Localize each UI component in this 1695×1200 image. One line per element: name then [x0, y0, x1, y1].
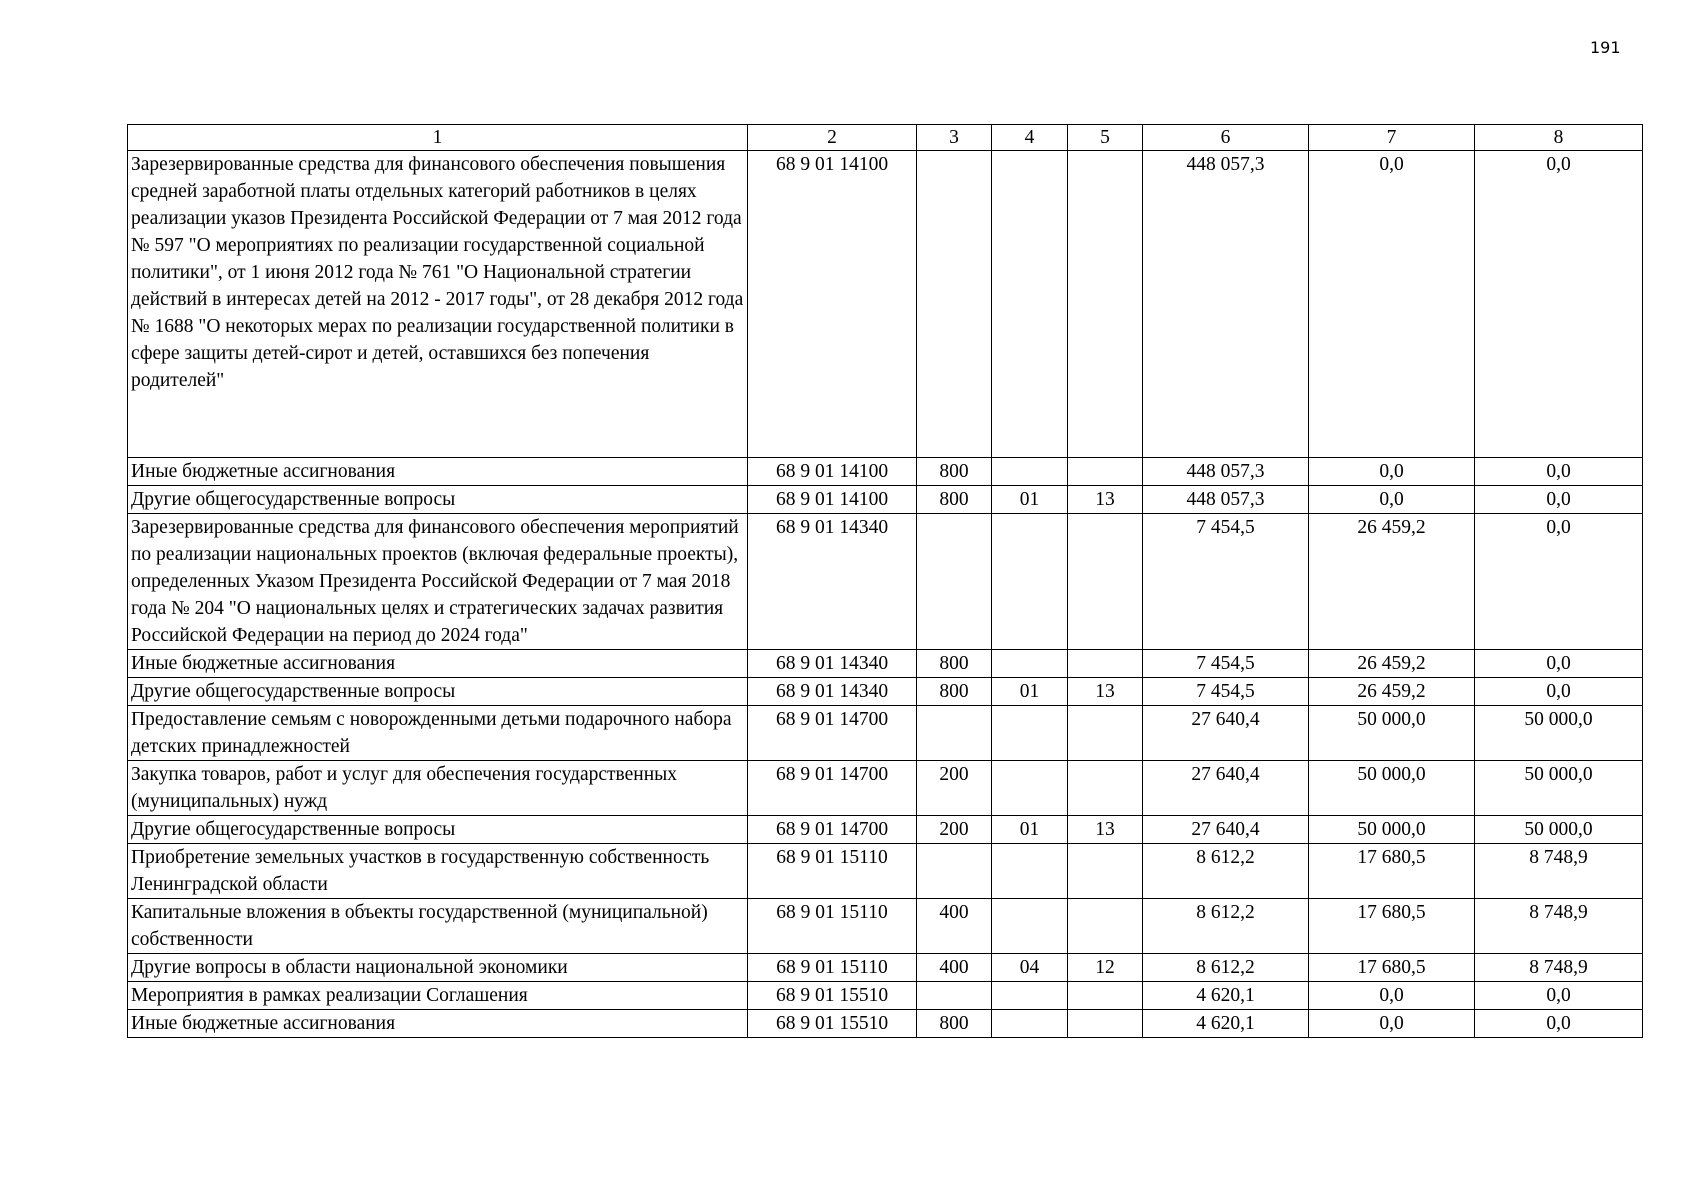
row-subsection-cell: [1068, 899, 1143, 954]
row-value-8-cell: 0,0: [1475, 151, 1643, 458]
table-row: [128, 816, 1643, 844]
row-value-6-cell: 448 057,3: [1143, 151, 1309, 458]
row-expense-type-cell: [917, 982, 992, 1010]
table-row: [128, 486, 1643, 514]
row-value-7-cell: 0,0: [1309, 486, 1475, 514]
row-value-6-cell: 448 057,3: [1143, 486, 1309, 514]
row-expense-type-cell: 800: [917, 650, 992, 678]
row-value-6-cell: 8 612,2: [1143, 844, 1309, 899]
row-subsection-cell: [1068, 650, 1143, 678]
row-code-cell: 68 9 01 14700: [748, 706, 917, 761]
row-expense-type-cell: 200: [917, 816, 992, 844]
row-value-7-cell: 26 459,2: [1309, 678, 1475, 706]
row-code-cell: 68 9 01 14700: [748, 816, 917, 844]
table-row: [128, 650, 1643, 678]
header-cell-6: 6: [1143, 125, 1309, 151]
table-row: [128, 678, 1643, 706]
row-code-cell: 68 9 01 15510: [748, 982, 917, 1010]
row-value-8-cell: 0,0: [1475, 514, 1643, 650]
row-expense-type-cell: 400: [917, 954, 992, 982]
row-name-cell: Капитальные вложения в объекты государственной (муниципальной) собственности: [128, 899, 748, 954]
table-row: [128, 982, 1643, 1010]
table-row: [128, 844, 1643, 899]
row-name-cell: Другие общегосударственные вопросы: [128, 486, 748, 514]
row-name-cell: Приобретение земельных участков в государственную собственность Ленинградской области: [128, 844, 748, 899]
table-row: [128, 899, 1643, 954]
row-value-7-cell: 50 000,0: [1309, 761, 1475, 816]
row-value-7-cell: 17 680,5: [1309, 844, 1475, 899]
row-value-7-cell: 0,0: [1309, 151, 1475, 458]
row-code-cell: 68 9 01 14340: [748, 650, 917, 678]
row-value-8-cell: 50 000,0: [1475, 706, 1643, 761]
row-value-7-cell: 50 000,0: [1309, 816, 1475, 844]
row-code-cell: 68 9 01 14700: [748, 761, 917, 816]
row-name-cell: Иные бюджетные ассигнования: [128, 650, 748, 678]
row-value-6-cell: 8 612,2: [1143, 954, 1309, 982]
row-expense-type-cell: 800: [917, 678, 992, 706]
table-row: [128, 458, 1643, 486]
row-subsection-cell: [1068, 761, 1143, 816]
row-value-6-cell: 4 620,1: [1143, 1010, 1309, 1038]
row-section-cell: [992, 761, 1068, 816]
row-subsection-cell: [1068, 458, 1143, 486]
row-name-cell: Зарезервированные средства для финансового обеспечения повышения средней заработной платы отдельных категорий работников в целях реализации указов Президента Российской Федерации от 7 мая 2012 года № 597 "О мероприятиях по реализации государственной социальной политики", от 1 июня 2012 года № 761 "О Национальной стратегии действий в интересах детей на 2012 - 2017 годы", от 28 декабря 2012 года № 1688 "О некоторых мерах по реализации государственной политики в сфере защиты детей-сирот и детей, оставшихся без попечения родителей": [128, 151, 748, 458]
row-name-cell: Другие вопросы в области национальной экономики: [128, 954, 748, 982]
row-subsection-cell: 12: [1068, 954, 1143, 982]
row-code-cell: 68 9 01 14340: [748, 514, 917, 650]
row-value-8-cell: 0,0: [1475, 458, 1643, 486]
row-value-7-cell: 17 680,5: [1309, 954, 1475, 982]
table-row: [128, 151, 1643, 458]
row-value-8-cell: 0,0: [1475, 982, 1643, 1010]
row-code-cell: 68 9 01 15110: [748, 954, 917, 982]
header-cell-8: 8: [1475, 125, 1643, 151]
row-section-cell: [992, 706, 1068, 761]
row-value-8-cell: 50 000,0: [1475, 761, 1643, 816]
row-name-cell: Предоставление семьям с новорожденными детьми подарочного набора детских принадлежностей: [128, 706, 748, 761]
row-expense-type-cell: 200: [917, 761, 992, 816]
row-value-8-cell: 8 748,9: [1475, 844, 1643, 899]
row-code-cell: 68 9 01 15510: [748, 1010, 917, 1038]
row-value-8-cell: 0,0: [1475, 486, 1643, 514]
row-value-6-cell: 8 612,2: [1143, 899, 1309, 954]
table-row: [128, 954, 1643, 982]
row-name-cell: Иные бюджетные ассигнования: [128, 1010, 748, 1038]
row-subsection-cell: 13: [1068, 816, 1143, 844]
row-value-8-cell: 8 748,9: [1475, 954, 1643, 982]
row-section-cell: [992, 982, 1068, 1010]
row-name-cell: Зарезервированные средства для финансового обеспечения мероприятий по реализации национальных проектов (включая федеральные проекты), определенных Указом Президента Российской Федерации от 7 мая 2018 года № 204 "О национальных целях и стратегических задачах развития Российской Федерации на период до 2024 года": [128, 514, 748, 650]
row-value-7-cell: 50 000,0: [1309, 706, 1475, 761]
row-value-7-cell: 26 459,2: [1309, 650, 1475, 678]
page-number: 191: [1590, 38, 1621, 57]
table-row: [128, 706, 1643, 761]
row-name-cell: Другие общегосударственные вопросы: [128, 678, 748, 706]
row-value-6-cell: 27 640,4: [1143, 816, 1309, 844]
row-section-cell: 04: [992, 954, 1068, 982]
row-section-cell: [992, 844, 1068, 899]
row-section-cell: [992, 458, 1068, 486]
row-subsection-cell: [1068, 514, 1143, 650]
row-value-7-cell: 17 680,5: [1309, 899, 1475, 954]
table-row: [128, 761, 1643, 816]
row-expense-type-cell: 800: [917, 458, 992, 486]
table-row: [128, 1010, 1643, 1038]
header-cell-5: 5: [1068, 125, 1143, 151]
row-value-6-cell: 4 620,1: [1143, 982, 1309, 1010]
row-code-cell: 68 9 01 14100: [748, 458, 917, 486]
row-value-6-cell: 27 640,4: [1143, 706, 1309, 761]
row-value-8-cell: 8 748,9: [1475, 899, 1643, 954]
row-section-cell: 01: [992, 486, 1068, 514]
row-code-cell: 68 9 01 14100: [748, 486, 917, 514]
row-section-cell: [992, 650, 1068, 678]
header-cell-7: 7: [1309, 125, 1475, 151]
row-subsection-cell: [1068, 844, 1143, 899]
row-value-7-cell: 26 459,2: [1309, 514, 1475, 650]
row-value-8-cell: 0,0: [1475, 678, 1643, 706]
row-value-6-cell: 7 454,5: [1143, 514, 1309, 650]
header-row: [128, 125, 1643, 151]
row-expense-type-cell: 400: [917, 899, 992, 954]
row-subsection-cell: 13: [1068, 486, 1143, 514]
row-code-cell: 68 9 01 14100: [748, 151, 917, 458]
row-value-6-cell: 7 454,5: [1143, 678, 1309, 706]
row-name-cell: Мероприятия в рамках реализации Соглашения: [128, 982, 748, 1010]
row-code-cell: 68 9 01 14340: [748, 678, 917, 706]
row-value-8-cell: 0,0: [1475, 650, 1643, 678]
row-value-7-cell: 0,0: [1309, 982, 1475, 1010]
row-code-cell: 68 9 01 15110: [748, 844, 917, 899]
header-cell-3: 3: [917, 125, 992, 151]
row-expense-type-cell: 800: [917, 486, 992, 514]
row-name-cell: Другие общегосударственные вопросы: [128, 816, 748, 844]
row-section-cell: 01: [992, 816, 1068, 844]
row-value-7-cell: 0,0: [1309, 458, 1475, 486]
row-subsection-cell: [1068, 151, 1143, 458]
row-expense-type-cell: [917, 151, 992, 458]
header-cell-2: 2: [748, 125, 917, 151]
row-value-6-cell: 7 454,5: [1143, 650, 1309, 678]
budget-table: [127, 124, 1643, 1038]
row-value-6-cell: 27 640,4: [1143, 761, 1309, 816]
row-subsection-cell: [1068, 706, 1143, 761]
row-value-7-cell: 0,0: [1309, 1010, 1475, 1038]
header-cell-4: 4: [992, 125, 1068, 151]
row-section-cell: [992, 899, 1068, 954]
row-section-cell: 01: [992, 678, 1068, 706]
row-section-cell: [992, 1010, 1068, 1038]
row-name-cell: Иные бюджетные ассигнования: [128, 458, 748, 486]
row-name-cell: Закупка товаров, работ и услуг для обеспечения государственных (муниципальных) нужд: [128, 761, 748, 816]
header-cell-1: 1: [128, 125, 748, 151]
table-row: [128, 514, 1643, 650]
row-value-8-cell: 0,0: [1475, 1010, 1643, 1038]
row-subsection-cell: [1068, 982, 1143, 1010]
row-code-cell: 68 9 01 15110: [748, 899, 917, 954]
row-value-8-cell: 50 000,0: [1475, 816, 1643, 844]
row-expense-type-cell: [917, 706, 992, 761]
row-section-cell: [992, 151, 1068, 458]
row-expense-type-cell: [917, 514, 992, 650]
row-expense-type-cell: [917, 844, 992, 899]
row-subsection-cell: [1068, 1010, 1143, 1038]
row-expense-type-cell: 800: [917, 1010, 992, 1038]
row-section-cell: [992, 514, 1068, 650]
row-subsection-cell: 13: [1068, 678, 1143, 706]
row-value-6-cell: 448 057,3: [1143, 458, 1309, 486]
